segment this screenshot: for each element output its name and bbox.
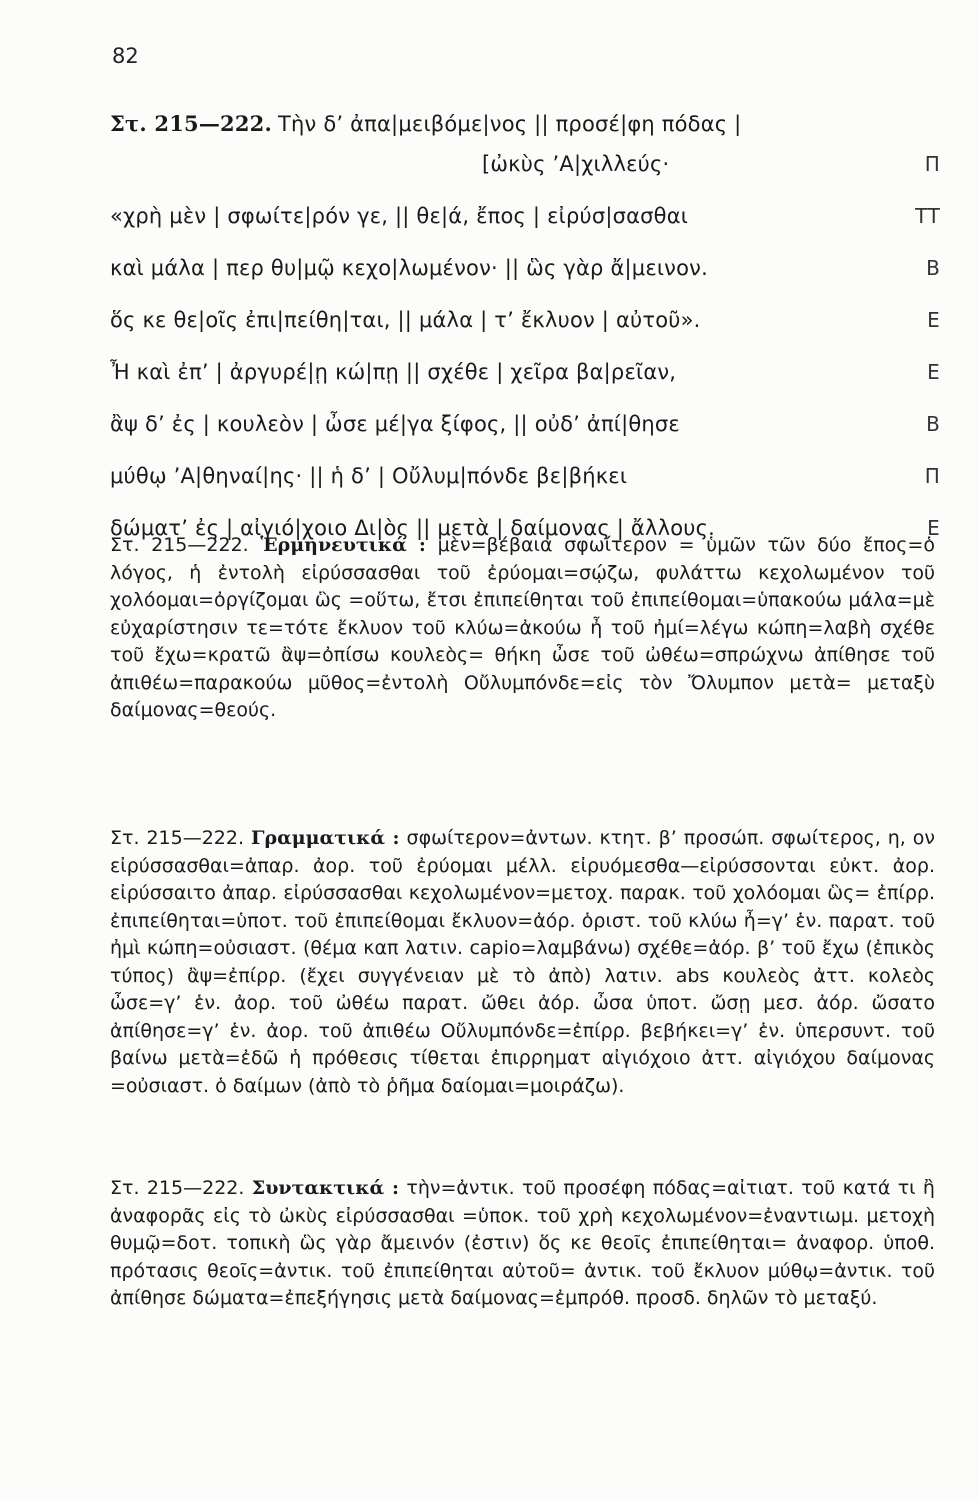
verse-text: Τὴν δ’ ἀπα|μειβόμε|νος || προσέ|φη πόδας | — [277, 112, 742, 136]
verse-text: [ὠκὺς ’Α|χιλλεύς· — [482, 152, 670, 176]
section-heading: Γραμματικά : — [251, 827, 400, 849]
verse-text: Ἦ καὶ ἐπ’ | ἀργυρέ|ῃ κώ|πῃ || σχέθε | χεῖρα βα|ρεῖαν, — [110, 360, 677, 384]
section-text: μὲν=βέβαια σφωίτερον = ὑμῶν τῶν δύο ἔπος=ὁ λόγος, ἡ ἐντολὴ εἰρύσσασθαι τοῦ ἐρύομαι=σῴζω, φυλάττω κεχολωμένον τοῦ χολόομαι=ὀργίζομαι ὣς =οὕτω, ἔτσι ἐπιπείθηται τοῦ ἐπιπείθομαι=ὑπακούω μάλα=μὲ εὐχαρίστησιν τε=τότε ἔκλυον τοῦ κλύω=ἀκούω ἦ τοῦ ἠμί=λέγω κώπη=λαβὴ σχέθε τοῦ ἔχω=κρατῶ ἂψ=ὀπίσω κουλεὸς= θήκη ὦσε τοῦ ὠθέω=σπρώχνω ἀπίθησε τοῦ ἀπιθέω=παρακούω μῦθος=ἐντολὴ Οὔλυμπόνδε=εἰς τὸν Ὄλυμπον μετὰ= μεταξὺ δαίμονας=θεούς. — [110, 534, 935, 721]
verse-ref: Στ. 215—222. — [110, 111, 272, 136]
page-number: 82 — [112, 44, 139, 68]
section-ref: Στ. 215—222. — [110, 534, 249, 556]
verse-text: μύθῳ ’Α|θηναί|ης· || ἡ δ’ | Οὔλυμ|πόνδε βε|βήκει — [110, 464, 628, 488]
verse-line-3 — [110, 190, 940, 242]
grammatika-section — [110, 825, 935, 1100]
verse-block — [110, 98, 940, 554]
syntaktika-section — [110, 1175, 935, 1313]
verse-line-7 — [110, 398, 940, 450]
verse-text: ὅς κε θε|οῖς ἐπι|πείθη|ται, || μάλα | τ’ ἔκλυον | αὐτοῦ». — [110, 308, 701, 332]
meter-mark: Ε — [927, 516, 940, 540]
verse-line-2 — [110, 138, 940, 190]
verse-text: καὶ μάλα | περ θυ|μῷ κεχο|λωμένον· || ὣς γὰρ ἄ|μεινον. — [110, 256, 708, 280]
meter-mark: Ε — [927, 308, 940, 332]
meter-mark: ΤΤ — [915, 204, 940, 228]
verse-text: ἂψ δ’ ἐς | κουλεὸν | ὦσε μέ|γα ξίφος, || οὐδ’ ἀπί|θησε — [110, 412, 680, 436]
meter-mark: Β — [926, 256, 940, 280]
meter-mark: Ε — [927, 360, 940, 384]
meter-mark: Π — [924, 152, 940, 176]
section-ref: Στ. 215—222. — [110, 1177, 245, 1199]
section-ref: Στ. 215—222. — [110, 827, 245, 849]
verse-line-4 — [110, 242, 940, 294]
verse-text: δώματ’ ἐς | αἰγιό|χοιο Δι|ὸς || μετὰ | δαίμονας | ἄλλους. — [110, 516, 716, 540]
verse-line-8 — [110, 450, 940, 502]
meter-mark: Β — [926, 412, 940, 436]
ermineftika-section — [110, 532, 935, 725]
verse-line-5 — [110, 294, 940, 346]
section-heading: Συντακτικά : — [251, 1177, 400, 1199]
section-heading: Ἑρμηνευτικά : — [260, 534, 426, 556]
verse-text: «χρὴ μὲν | σφωίτε|ρόν γε, || θε|ά, ἔπος | εἰρύσ|σασθαι — [110, 204, 689, 228]
section-text: τὴν=ἀντικ. τοῦ προσέφη πόδας=αἰτιατ. τοῦ κατά τι ἢ ἀναφορᾶς εἰς τὸ ὠκὺς εἰρύσσασθαι =ὑποκ. τοῦ χρὴ κεχολωμένον=ἐναντιωμ. μετοχὴ θυμῷ=δοτ. τοπικὴ ὣς γὰρ ἄμεινόν (ἐστιν) ὅς κε θεοῖς ἐπιπείθηται= ἀναφορ. ὑποθ. πρότασις θεοῖς=ἀντικ. τοῦ ἐπιπείθηται αὐτοῦ= ἀντικ. τοῦ ἔκλυον μύθῳ=ἀντικ. τοῦ ἀπίθησε δώματα=ἐπεξήγησις μετὰ δαίμονας=ἐμπρόθ. προσδ. δηλῶν τὸ μεταξύ. — [110, 1177, 935, 1309]
verse-line-6 — [110, 346, 940, 398]
meter-mark: Π — [924, 464, 940, 488]
section-text: σφωίτερον=ἀντων. κτητ. β’ προσώπ. σφωίτερος, η, ον εἰρύσσασθαι=ἀπαρ. ἀορ. τοῦ ἐρύομαι μέλλ. εἰρυόμεσθα—εἰρύσσονται εὐκτ. ἀορ. εἰρύσσαιτο ἀπαρ. εἰρύσσασθαι κεχολωμένον=μετοχ. παρακ. τοῦ χολόομαι ὣς= ἐπίρρ. ἐπιπείθηται=ὑποτ. τοῦ ἐπιπείθομαι ἔκλυον=ἀόρ. ὁριστ. τοῦ κλύω ἦ=γ’ ἑν. παρατ. τοῦ ἠμὶ κώπη=οὐσιαστ. (θέμα καπ λατιν. capio=λαμβάνω) σχέθε=ἀόρ. β’ τοῦ ἔχω (ἐπικὸς τύπος) ἂψ=ἐπίρρ. (ἔχει συγγένειαν μὲ τὸ ἀπὸ) λατιν. abs κουλεὸς ἀττ. κολεὸς ὦσε=γ’ ἑν. ἀορ. τοῦ ὠθέω παρατ. ὤθει ἀόρ. ὦσα ὑποτ. ὤσῃ μεσ. ἀόρ. ὤσατο ἀπίθησε=γ’ ἑν. ἀορ. τοῦ ἀπιθέω Οὔλυμπόνδε=ἐπίρρ. βεβήκει=γ’ ἑν. ὑπερσυντ. τοῦ βαίνω μετὰ=ἐδῶ ἡ πρόθεσις τίθεται ἐπιρρηματ αἰγιόχοιο ἀττ. αἰγιόχου δαίμονας =οὐσιαστ. ὁ δαίμων (ἀπὸ τὸ ῥῆμα δαίομαι=μοιράζω). — [110, 827, 936, 1097]
